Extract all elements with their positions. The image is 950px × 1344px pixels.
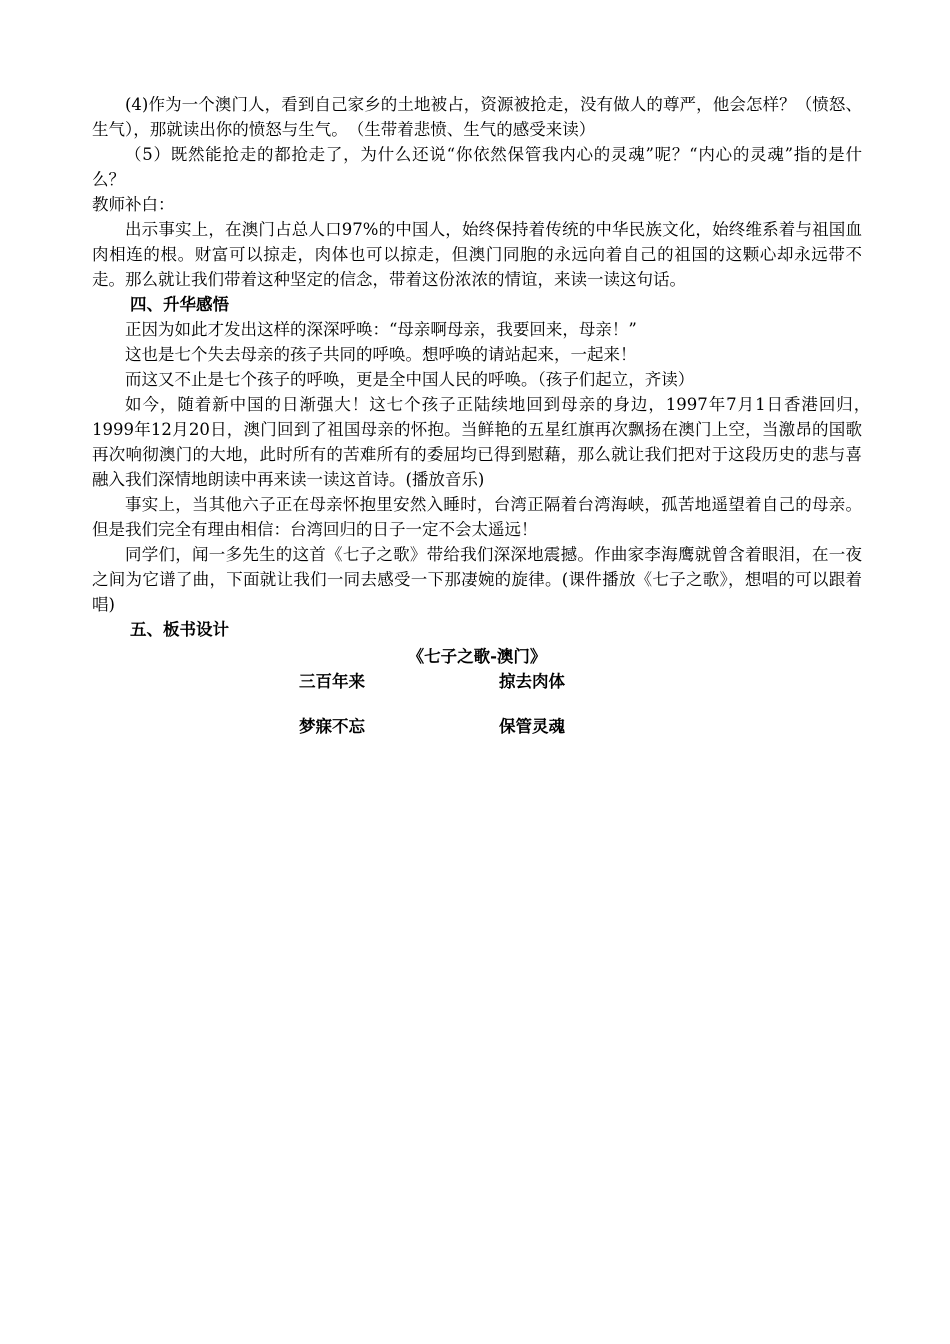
section-heading-4: 四、升华感悟 bbox=[130, 295, 229, 314]
board-row-left: 梦寐不忘 bbox=[299, 717, 365, 736]
board-spacer bbox=[92, 694, 862, 714]
board-row-right: 保管灵魂 bbox=[499, 717, 565, 736]
board-design bbox=[92, 644, 862, 739]
board-title: 《七子之歌-澳门》 bbox=[407, 647, 547, 666]
board-row bbox=[92, 714, 862, 739]
paragraph-seven-children: 这也是七个失去母亲的孩子共同的呼唤。想呼唤的请站起来，一起来！ bbox=[125, 345, 637, 364]
paragraph-all-people: 而这又不止是七个孩子的呼唤，更是全中国人民的呼唤。（孩子们起立，齐读） bbox=[125, 370, 695, 389]
paragraph-question-4: (4)作为一个澳门人，看到自己家乡的土地被占，资源被抢走，没有做人的尊严，他会怎样？（愤怒、生气），那就读出你的愤怒与生气。 （生带着悲愤、生气的感受来读） bbox=[92, 95, 862, 139]
paragraph-return: 如今，随着新中国的日渐强大！这七个孩子正陆续地回到母亲的身边，1997年7月1日香港回归， 1999年12月20日，澳门回到了祖国母亲的怀抱。当鲜艳的五星红旗再次飘扬在澳门上空，当激昂的国歌再次响彻澳门的大地，此时所有的苦难所有的委屈均已得到慰藉，那么就让我们把对于这段历史的悲与喜融入我们深情地朗读中再来读一读这首诗。(播放音乐) bbox=[92, 395, 879, 489]
board-row-left: 三百年来 bbox=[299, 672, 365, 691]
board-row-right: 掠去肉体 bbox=[499, 672, 565, 691]
paragraph-song: 同学们，闻一多先生的这首《七子之歌》带给我们深深地震撼。作曲家李海鹰就曾含着眼泪，在一夜之间为它谱了曲，下面就让我们一同去感受一下那凄婉的旋律。(课件播放《七子之歌》，想唱的可以跟着唱) bbox=[92, 545, 862, 614]
paragraph-teacher-note-label: 教师补白： bbox=[92, 195, 175, 214]
paragraph-call: 正因为如此才发出这样的深深呼唤：“母亲啊母亲，我要回来，母亲！” bbox=[125, 320, 637, 339]
paragraph-teacher-note: 出示事实上，在澳门占总人口97%的中国人，始终保持着传统的中华民族文化，始终维系着与祖国血肉相连的根。财富可以掠走，肉体也可以掠走，但澳门同胞的永远向着自己的祖国的这颗心却永远带不走。那么就让我们带着这种坚定的信念，带着这份浓浓的情谊，来读一读这句话。 bbox=[92, 220, 862, 289]
paragraph-taiwan: 事实上，当其他六子正在母亲怀抱里安然入睡时，台湾正隔着台湾海峡，孤苦地遥望着自己的母亲。但是我们完全有理由相信：台湾回归的日子一定不会太遥远！ bbox=[92, 495, 862, 539]
section-heading-5: 五、板书设计 bbox=[130, 620, 229, 639]
board-row bbox=[92, 669, 862, 694]
document-page bbox=[92, 92, 879, 739]
paragraph-question-5: （5）既然能抢走的都抢走了，为什么还说“你依然保管我内心的灵魂”呢？“内心的灵魂”指的是什么？ bbox=[92, 145, 862, 189]
